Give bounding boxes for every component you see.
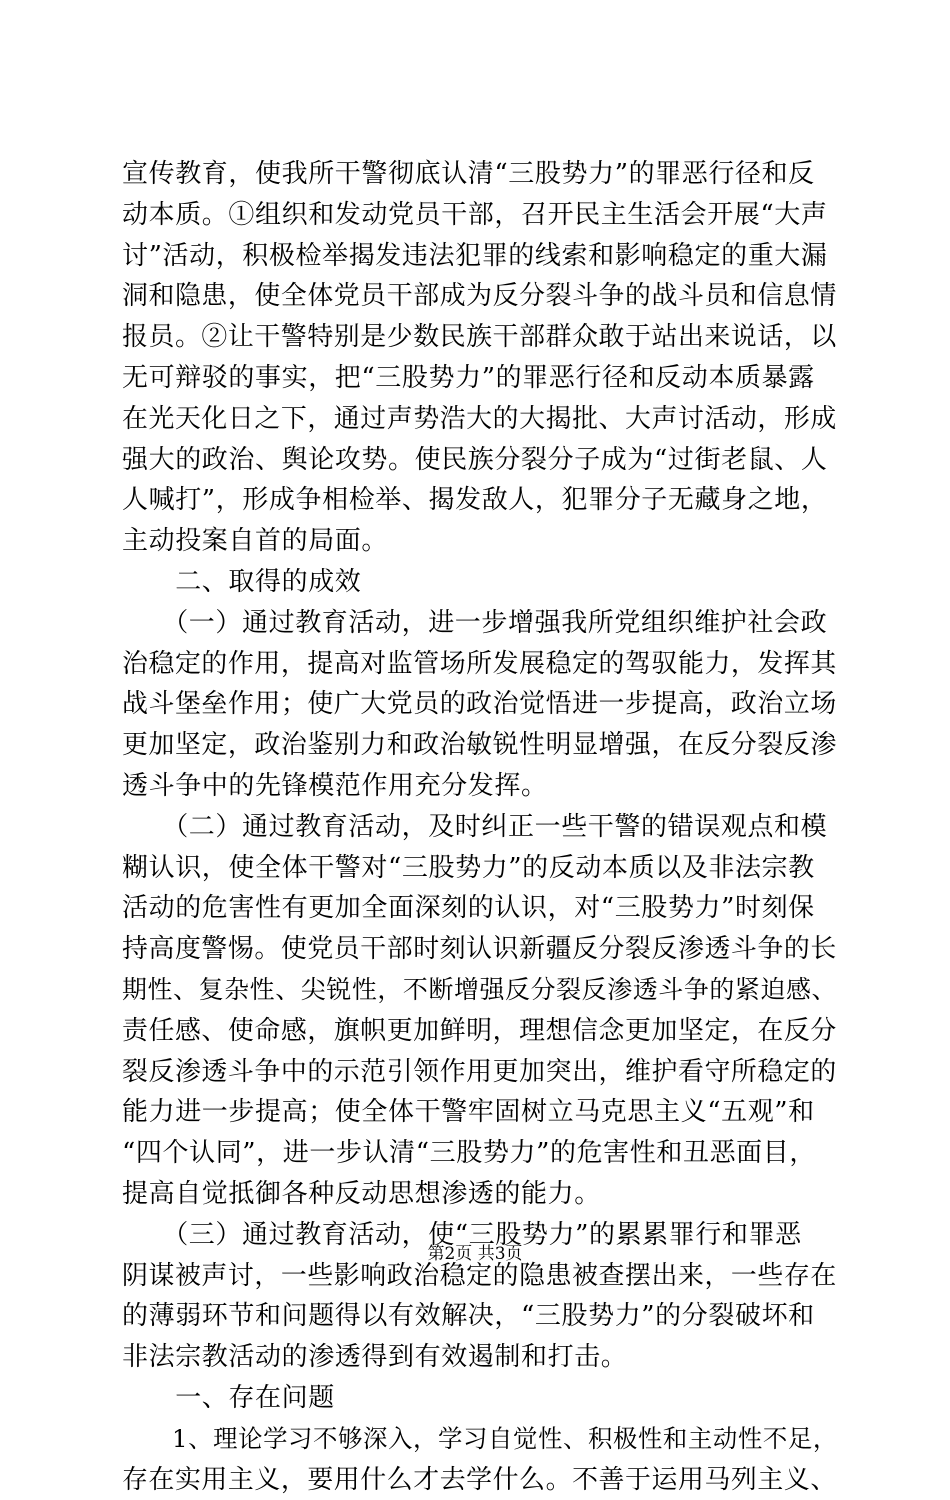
text-line: 无可辩驳的事实，把“三股势力”的罪恶行径和反动本质暴露 xyxy=(122,358,837,399)
text-line: 讨”活动，积极检举揭发违法犯罪的线索和影响稳定的重大漏 xyxy=(122,236,837,277)
text-line: 洞和隐患，使全体党员干部成为反分裂斗争的战斗员和信息情 xyxy=(122,276,837,317)
text-line: 糊认识，使全体干警对“三股势力”的反动本质以及非法宗教 xyxy=(122,848,837,889)
section-heading: 一、存在问题 xyxy=(122,1378,837,1419)
text-line: “四个认同”，进一步认清“三股势力”的危害性和丑恶面目， xyxy=(122,1133,837,1174)
text-line: 宣传教育，使我所干警彻底认清“三股势力”的罪恶行径和反 xyxy=(122,154,837,195)
text-line: 透斗争中的先锋模范作用充分发挥。 xyxy=(122,766,837,807)
text-line: 提高自觉抵御各种反动思想渗透的能力。 xyxy=(122,1174,837,1215)
text-line: 的薄弱环节和问题得以有效解决，“三股势力”的分裂破坏和 xyxy=(122,1296,837,1337)
text-line: 能力进一步提高；使全体干警牢固树立马克思主义“五观”和 xyxy=(122,1092,837,1133)
text-line: 更加坚定，政治鉴别力和政治敏锐性明显增强，在反分裂反渗 xyxy=(122,725,837,766)
document-body xyxy=(122,154,837,1500)
text-line: 阴谋被声讨，一些影响政治稳定的隐患被查摆出来，一些存在 xyxy=(122,1256,837,1297)
text-line: 裂反渗透斗争中的示范引领作用更加突出，维护看守所稳定的 xyxy=(122,1052,837,1093)
text-line: 报员。②让干警特别是少数民族干部群众敢于站出来说话，以 xyxy=(122,317,837,358)
text-line: 存在实用主义，要用什么才去学什么。不善于运用马列主义、 xyxy=(122,1460,837,1500)
text-line: 活动的危害性有更加全面深刻的认识，对“三股势力”时刻保 xyxy=(122,888,837,929)
text-line: 责任感、使命感，旗帜更加鲜明，理想信念更加坚定，在反分 xyxy=(122,1011,837,1052)
section-heading: 二、取得的成效 xyxy=(122,562,837,603)
text-line: 在光天化日之下，通过声势浩大的大揭批、大声讨活动，形成 xyxy=(122,399,837,440)
text-line: 战斗堡垒作用；使广大党员的政治觉悟进一步提高，政治立场 xyxy=(122,684,837,725)
text-line: 主动投案自首的局面。 xyxy=(122,521,837,562)
text-line: （一）通过教育活动，进一步增强我所党组织维护社会政 xyxy=(122,603,837,644)
text-line: 动本质。①组织和发动党员干部，召开民主生活会开展“大声 xyxy=(122,195,837,236)
text-line: （二）通过教育活动，及时纠正一些干警的错误观点和模 xyxy=(122,807,837,848)
page-footer: 第2页 共3页 xyxy=(0,1244,950,1264)
text-line: 强大的政治、舆论攻势。使民族分裂分子成为“过街老鼠、人 xyxy=(122,440,837,481)
text-line: 1、理论学习不够深入，学习自觉性、积极性和主动性不足， xyxy=(122,1419,837,1460)
text-line: 非法宗教活动的渗透得到有效遏制和打击。 xyxy=(122,1337,837,1378)
text-line: 人喊打”，形成争相检举、揭发敌人，犯罪分子无藏身之地， xyxy=(122,480,837,521)
text-line: （三）通过教育活动，使“三股势力”的累累罪行和罪恶 xyxy=(122,1215,837,1256)
text-line: 治稳定的作用，提高对监管场所发展稳定的驾驭能力，发挥其 xyxy=(122,644,837,685)
text-line: 期性、复杂性、尖锐性，不断增强反分裂反渗透斗争的紧迫感、 xyxy=(122,970,837,1011)
text-line: 持高度警惕。使党员干部时刻认识新疆反分裂反渗透斗争的长 xyxy=(122,929,837,970)
